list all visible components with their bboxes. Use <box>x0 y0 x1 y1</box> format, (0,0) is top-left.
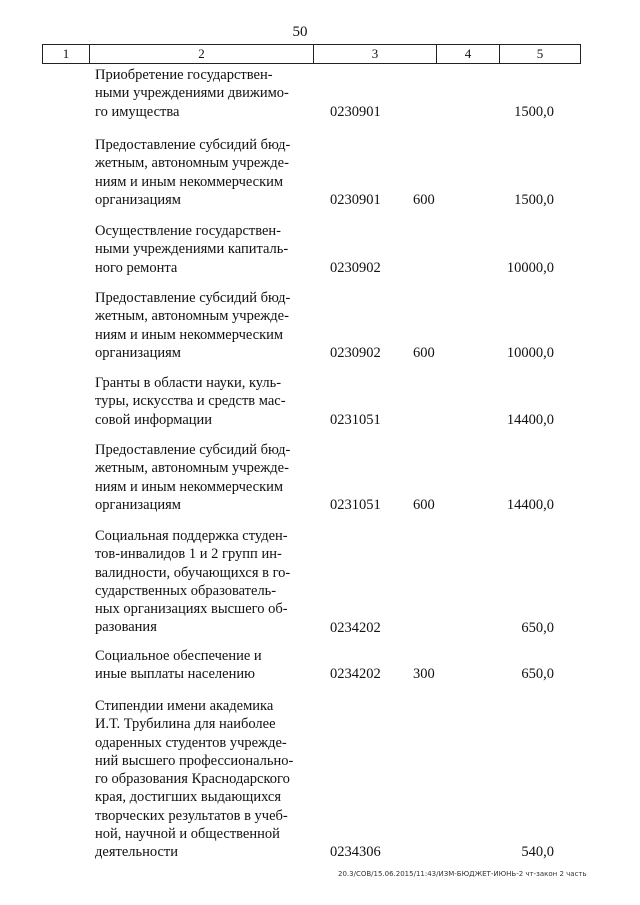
column-header-row <box>42 44 581 64</box>
row-amount: 10000,0 <box>506 344 554 361</box>
row-description-line: организациям <box>95 191 181 208</box>
row-description-line: Стипендии имени академика <box>95 698 274 714</box>
row-description <box>95 441 305 514</box>
row-description-line: разования <box>95 619 157 636</box>
row-description <box>95 136 305 209</box>
row-description <box>95 66 305 121</box>
row-description-line: Приобретение государствен- <box>95 67 273 83</box>
row-amount: 14400,0 <box>506 496 554 513</box>
row-expense-type: 600 <box>413 344 435 361</box>
row-description-line: совой информации <box>95 411 213 428</box>
row-code: 0230902 <box>330 344 381 361</box>
row-description-line: Осуществление государствен- <box>95 223 282 239</box>
column-header-2: 2 <box>90 45 314 63</box>
row-description-line: деятельности <box>95 844 179 861</box>
column-header-5: 5 <box>536 46 544 61</box>
row-description <box>95 222 305 277</box>
row-description-line: иные выплаты населению <box>95 666 255 683</box>
row-description-line: сударственных образователь- <box>95 582 277 599</box>
row-description-line: жетным, автономным учрежде- <box>95 155 289 172</box>
column-header-1: 1 <box>43 45 90 63</box>
document-footer-stamp: 20.3/СОВ/15.06.2015/11:43/ИЗМ-БЮДЖЕТ-ИЮНЬ-2 чт-закон 2 часть <box>338 870 587 878</box>
row-code: 0231051 <box>330 411 381 428</box>
row-amount: 650,0 <box>521 619 554 636</box>
row-description-line: валидности, обучающихся в го- <box>95 564 291 581</box>
row-expense-type: 600 <box>413 496 435 513</box>
row-description <box>95 527 305 637</box>
row-code: 0230901 <box>330 103 381 120</box>
row-description-line: ниям и иным некоммерческим <box>95 173 284 190</box>
row-description-line: ниям и иным некоммерческим <box>95 478 284 495</box>
row-code: 0230902 <box>330 259 381 276</box>
row-description-line: ными учреждениями капиталь- <box>95 241 289 258</box>
column-header-3: 3 <box>314 45 437 63</box>
row-description-line: Социальная поддержка студен- <box>95 528 288 544</box>
row-description <box>95 697 305 862</box>
row-description-line: ниям и иным некоммерческим <box>95 326 284 343</box>
row-description-line: творческих результатов в учеб- <box>95 807 288 824</box>
row-code: 0234306 <box>330 844 381 861</box>
row-code: 0234202 <box>330 666 381 683</box>
row-description-line: И.Т. Трубилина для наиболее <box>95 716 276 733</box>
row-amount: 10000,0 <box>506 259 554 276</box>
row-description-line: жетным, автономным учрежде- <box>95 308 289 325</box>
row-description <box>95 374 305 429</box>
row-description-line: жетным, автономным учрежде- <box>95 460 289 477</box>
row-amount: 14400,0 <box>506 411 554 428</box>
row-expense-type: 300 <box>413 666 435 683</box>
row-description <box>95 289 305 362</box>
row-description <box>95 647 305 684</box>
column-header-4: 4 <box>437 45 500 63</box>
row-description-line: ного ремонта <box>95 259 178 276</box>
row-description-line: го имущества <box>95 103 180 120</box>
row-code: 0231051 <box>330 496 381 513</box>
row-description-line: организациям <box>95 496 181 513</box>
row-amount: 1500,0 <box>514 191 554 208</box>
row-description-line: края, достигших выдающихся <box>95 789 282 806</box>
row-description-line: ний высшего профессионально- <box>95 752 294 769</box>
row-description-line: Гранты в области науки, куль- <box>95 375 282 391</box>
row-description-line: одаренных студентов учрежде- <box>95 734 287 751</box>
row-description-line: го образования Краснодарского <box>95 771 290 788</box>
row-expense-type: 600 <box>413 191 435 208</box>
row-description-line: Предоставление субсидий бюд- <box>95 442 291 458</box>
row-description-line: Предоставление субсидий бюд- <box>95 290 291 306</box>
row-amount: 540,0 <box>521 844 554 861</box>
row-description-line: Предоставление субсидий бюд- <box>95 137 291 153</box>
row-description-line: Социальное обеспечение и <box>95 648 262 664</box>
row-description-line: ными учреждениями движимо- <box>95 85 289 102</box>
row-description-line: ных организациях высшего об- <box>95 601 288 618</box>
row-code: 0230901 <box>330 191 381 208</box>
row-amount: 1500,0 <box>514 103 554 120</box>
row-description-line: организациям <box>95 344 181 361</box>
row-description-line: ной, научной и общественной <box>95 826 280 843</box>
row-description-line: тов-инвалидов 1 и 2 групп ин- <box>95 546 282 563</box>
row-amount: 650,0 <box>521 666 554 683</box>
row-code: 0234202 <box>330 619 381 636</box>
row-description-line: туры, искусства и средств мас- <box>95 393 286 410</box>
page-number: 50 <box>292 24 308 40</box>
